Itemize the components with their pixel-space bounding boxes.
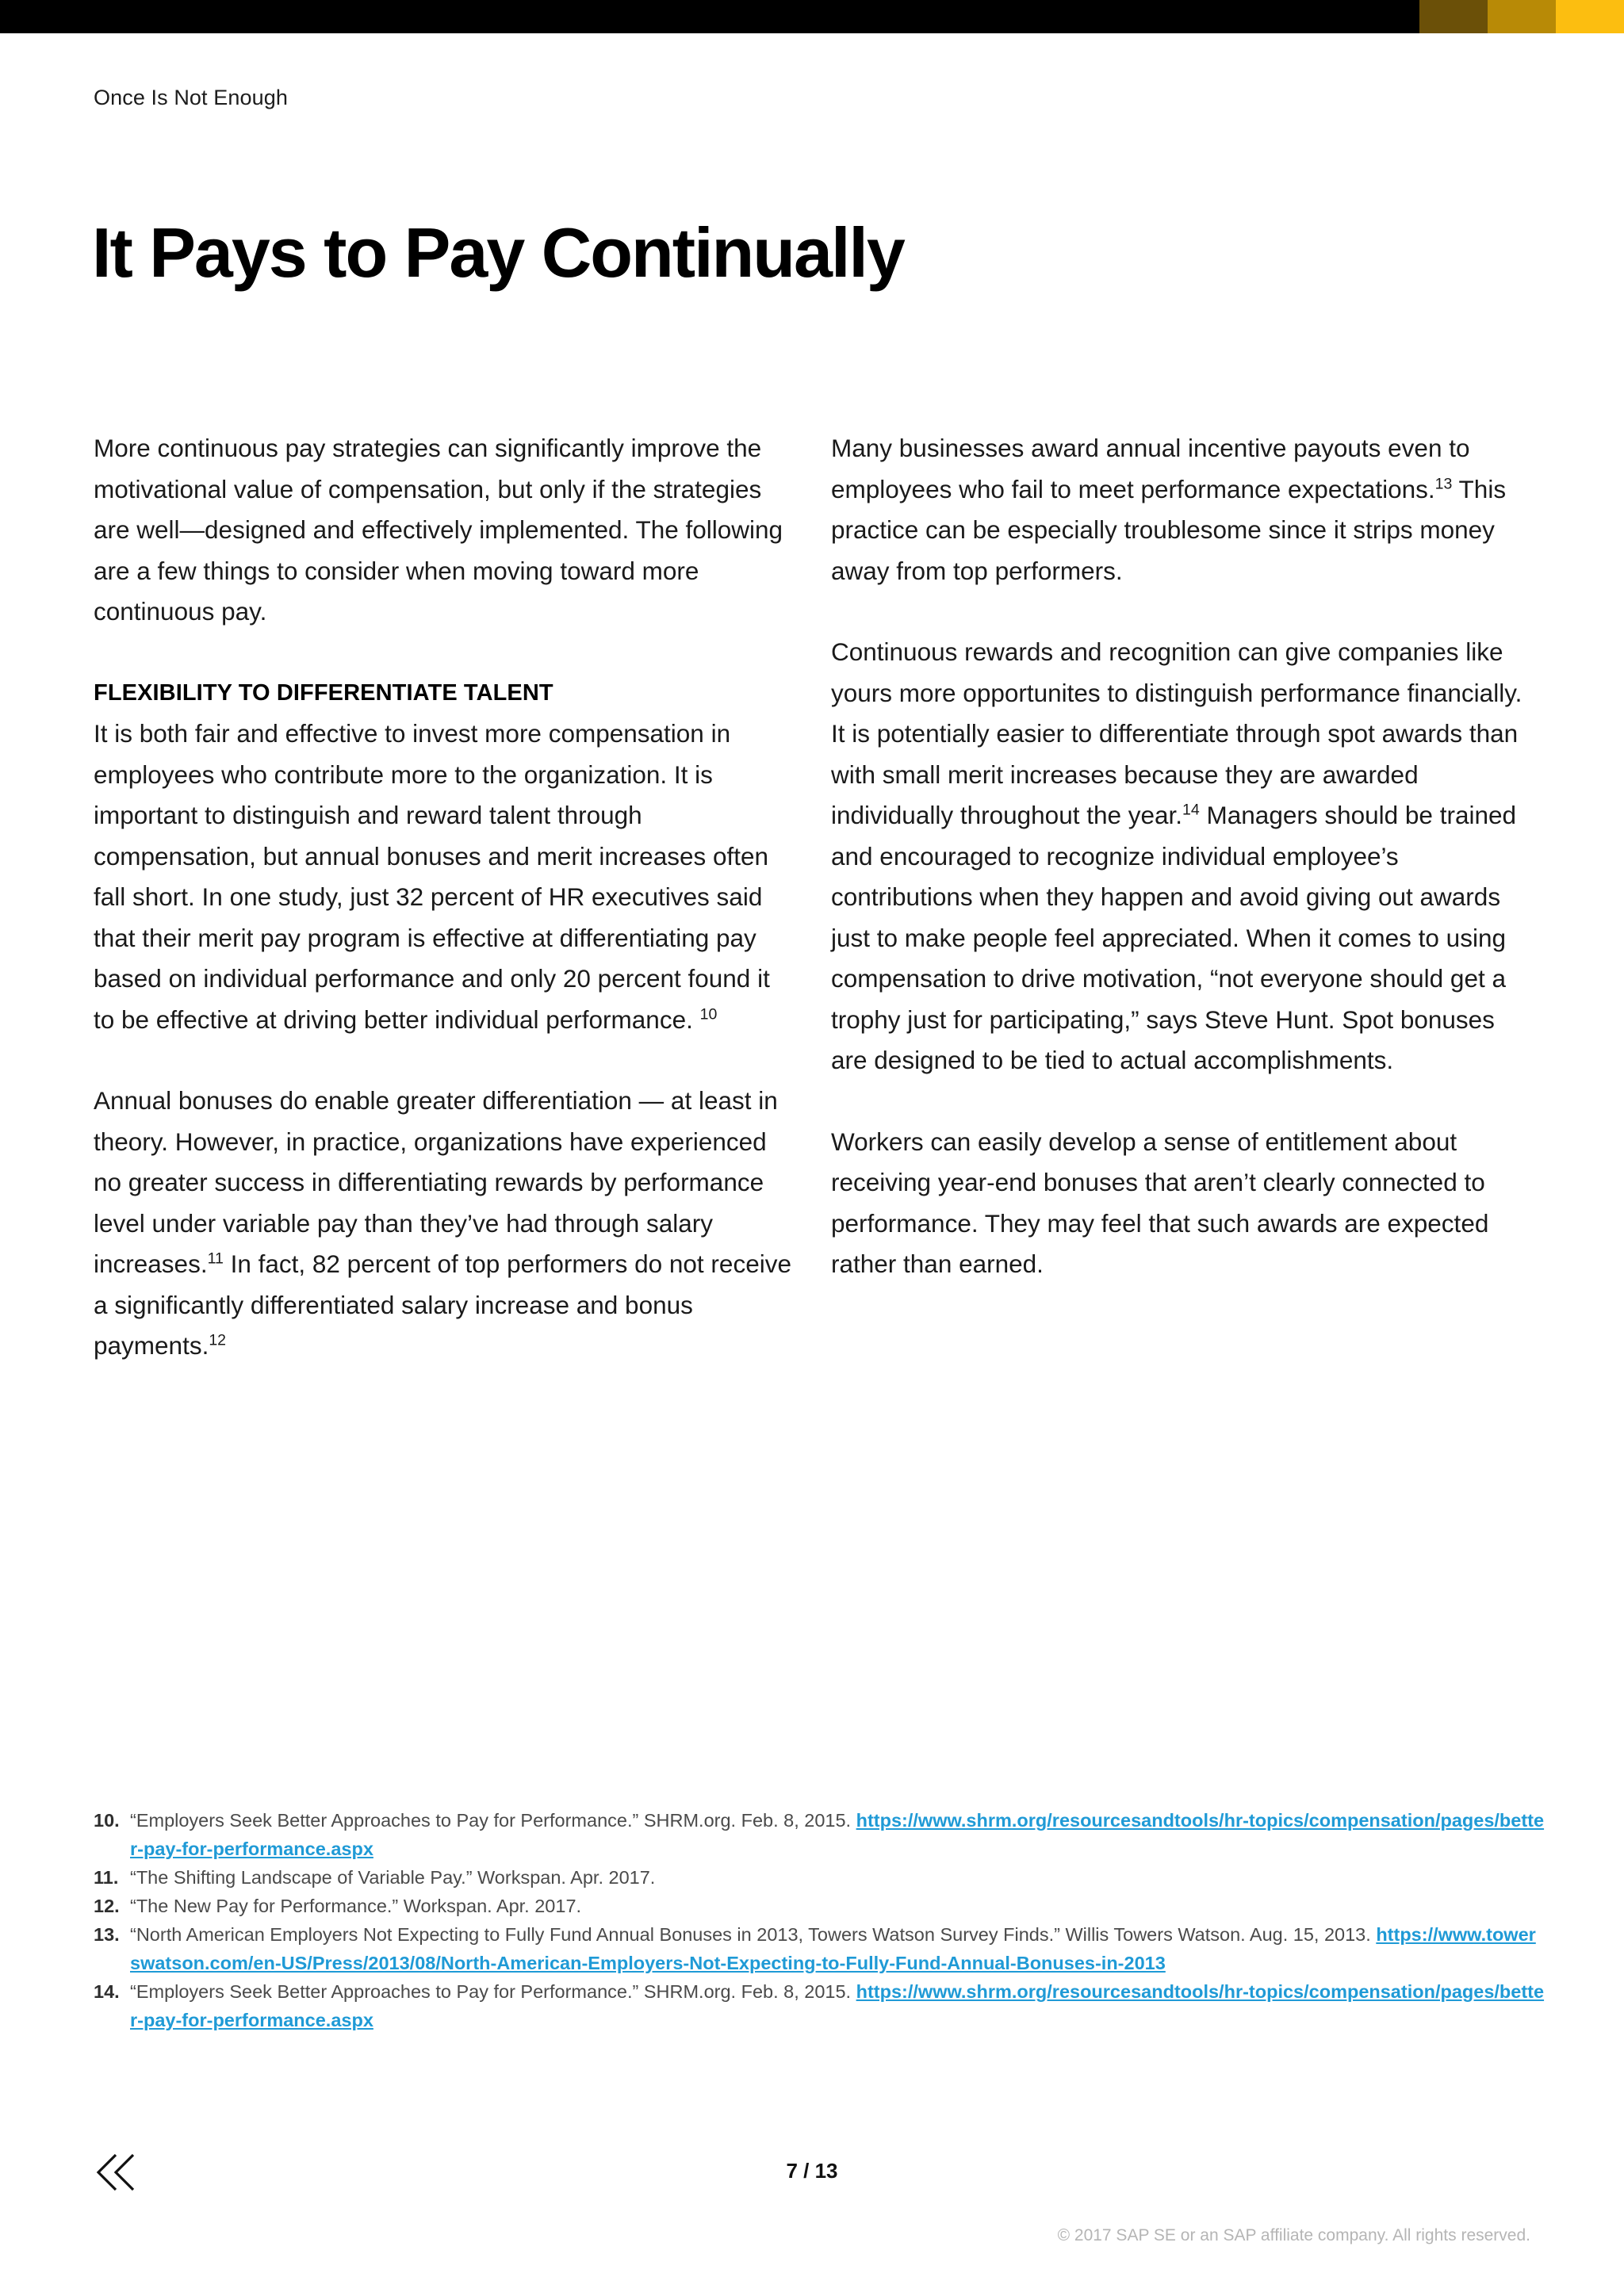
- footnote-body: [130, 1920, 1545, 1977]
- left-paragraph-2-text: It is both fair and effective to invest more compensation in employees who contribute more to the organization. It is important to distinguish and reward talent through compensation, but annual bonuses and merit increases often fall short. In one study, just 32 percent of HR executives said that their merit pay program is effective at differentiating pay based on individual performance and only 20 percent found it to be effective at driving better individual performance.: [94, 719, 770, 1034]
- footnote-link[interactable]: https://www.towerswatson.com/en-US/Press/2013/08/North-American-Employers-Not-Expecting-to-Fully-Fund-Annual-Bonuses-in-2013: [130, 1924, 1536, 1973]
- section-heading-flexibility: FLEXIBILITY TO DIFFERENTIATE TALENT: [94, 679, 553, 706]
- footnote-number: 11.: [94, 1867, 119, 1888]
- footnote-number: 10.: [94, 1810, 120, 1831]
- footnote-body: [130, 1977, 1545, 2034]
- page-indicator: 7 / 13: [786, 2159, 838, 2183]
- footnote-ref-11[interactable]: 11: [207, 1249, 224, 1268]
- footnote-text: “The New Pay for Performance.” Workspan. Apr. 2017.: [130, 1896, 582, 1916]
- footnote-text: “Employers Seek Better Approaches to Pay for Performance.” SHRM.org. Feb. 8, 2015.: [130, 1981, 856, 2002]
- left-paragraph-2: [94, 714, 793, 1040]
- footnote-body: [130, 1892, 1545, 1920]
- footnote-link[interactable]: https://www.shrm.org/resourcesandtools/hr-topics/compensation/pages/better-pay-for-performance.aspx: [130, 1981, 1545, 2030]
- footnote-item: [94, 1892, 1545, 1920]
- left-paragraph-3: [94, 1081, 793, 1367]
- brand-bar-segment-black: [0, 0, 1419, 33]
- article-body: [94, 428, 1530, 1367]
- right-paragraph-1-text-b: This practice can be especially troublesome since it strips money away from top performers.: [831, 474, 1507, 585]
- footnote-number: 14.: [94, 1981, 120, 2002]
- copyright-notice: © 2017 SAP SE or an SAP affiliate company. All rights reserved.: [1057, 2226, 1530, 2244]
- footnote-item: [94, 1920, 1545, 1977]
- brand-bar-segment-mid-gold: [1488, 0, 1556, 33]
- page-title: It Pays to Pay Continually: [92, 213, 904, 292]
- footnote-text: “Employers Seek Better Approaches to Pay for Performance.” SHRM.org. Feb. 8, 2015.: [130, 1810, 856, 1831]
- footnote-body: [130, 1863, 1545, 1892]
- footnote-text: “North American Employers Not Expecting to Fully Fund Annual Bonuses in 2013, Towers Watson Survey Finds.” Willis Towers Watson. Aug. 15, 2013.: [130, 1924, 1377, 1945]
- right-paragraph-3: Workers can easily develop a sense of entitlement about receiving year-end bonuses that aren’t clearly connected to performance. They may feel that such awards are expected rather than earned.: [831, 1127, 1489, 1278]
- right-paragraph-1: [831, 428, 1530, 591]
- footnote-ref-13[interactable]: 13: [1434, 475, 1453, 492]
- right-paragraph-1-text-a: Many businesses award annual incentive payouts even to employees who fail to meet performance expectations.: [831, 434, 1470, 503]
- left-column: [94, 428, 793, 1367]
- footnote-link[interactable]: https://www.shrm.org/resourcesandtools/hr-topics/compensation/pages/better-pay-for-performance.aspx: [130, 1810, 1545, 1859]
- footnote-number: 13.: [94, 1924, 120, 1945]
- footnote-number: 12.: [94, 1896, 120, 1916]
- left-paragraph-3-text-a: Annual bonuses do enable greater differentiation — at least in theory. However, in practice, organizations have experienced no greater success in differentiating rewards by performance level under variable pay than they’ve had through salary increases.: [94, 1086, 778, 1278]
- brand-bar-segment-dark-gold: [1419, 0, 1488, 33]
- footnote-item: [94, 1977, 1545, 2034]
- footnote-body: [130, 1806, 1545, 1863]
- footnote-text: “The Shifting Landscape of Variable Pay.” Workspan. Apr. 2017.: [130, 1867, 656, 1888]
- brand-color-bar: [0, 0, 1624, 33]
- right-paragraph-2-text-b: Managers should be trained and encouraged to recognize individual employee’s contributions when they happen and avoid giving out awards just to make people feel appreciated. When it comes to using compensation to drive motivation, “not everyone should get a trophy just for participating,” says Steve Hunt. Spot bonuses are designed to be tied to actual accomplishments.: [831, 801, 1517, 1074]
- footnotes-list: [94, 1806, 1545, 2034]
- running-header-title: Once Is Not Enough: [94, 86, 288, 109]
- right-paragraph-2: [831, 632, 1530, 1081]
- footnote-item: [94, 1863, 1545, 1892]
- footnote-ref-10[interactable]: 10: [699, 1005, 718, 1023]
- footnote-ref-12[interactable]: 12: [209, 1331, 227, 1349]
- brand-bar-segment-bright-gold: [1556, 0, 1624, 33]
- left-paragraph-3-text-b: In fact, 82 percent of top performers do not receive a significantly differentiated salary increase and bonus payments.: [94, 1249, 791, 1360]
- footnote-ref-14[interactable]: 14: [1182, 801, 1200, 819]
- right-column: [831, 428, 1530, 1367]
- footnote-item: [94, 1806, 1545, 1863]
- right-paragraph-2-text-a: Continuous rewards and recognition can give companies like yours more opportunites to distinguish performance financially. It is potentially easier to differentiate through spot awards than with small merit increases because they are awarded individually throughout the year.: [831, 637, 1522, 829]
- left-paragraph-1: More continuous pay strategies can significantly improve the motivational value of compensation, but only if the strategies are well—designed and effectively implemented. The following are a few things to consider when moving toward more continuous pay.: [94, 434, 783, 626]
